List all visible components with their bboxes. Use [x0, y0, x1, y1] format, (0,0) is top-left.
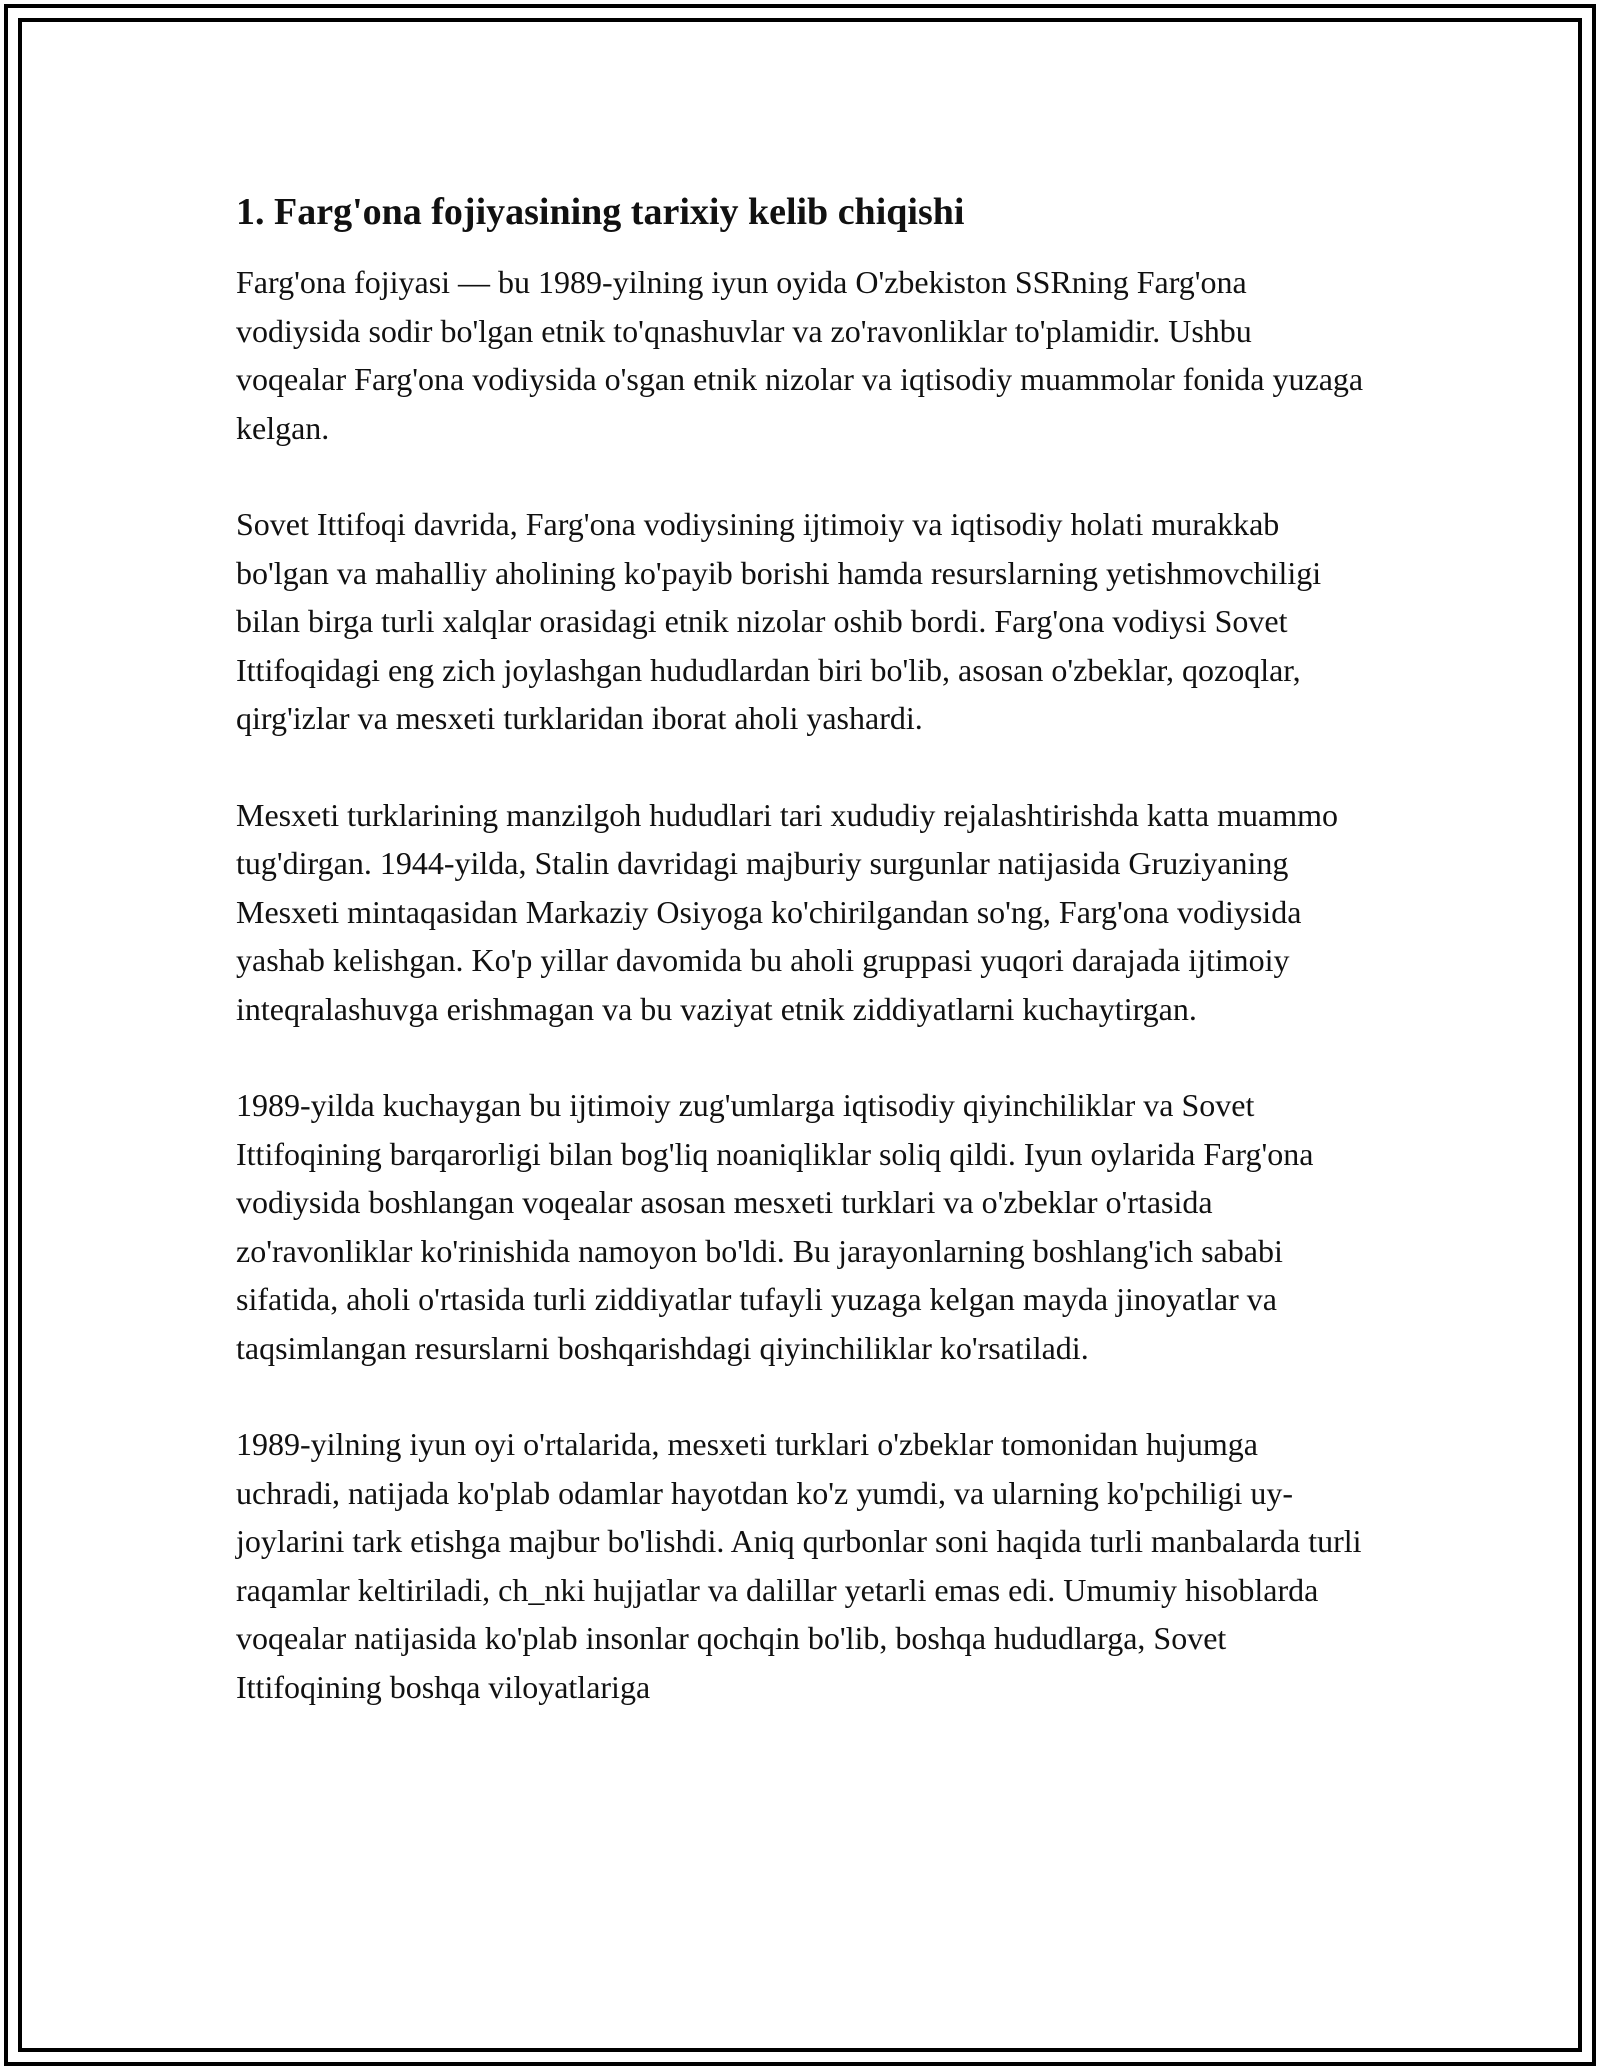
paragraph-4: 1989-yilda kuchaygan bu ijtimoiy zug'umlarga iqtisodiy qiyinchiliklar va Sovet Ittifoqining barqarorligi bilan bog'liq noaniqliklar soliq qildi. Iyun oylarida Farg'ona vodiysida boshlangan voqealar asosan mesxeti turklari va o'zbeklar o'rtasida zo'ravonliklar ko'rinishida namoyon bo'ldi. Bu jarayonlarning boshlang'ich sababi sifatida, aholi o'rtasida turli ziddiyatlar tufayli yuzaga kelgan mayda jinoyatlar va taqsimlangan resurslarni boshqarishdagi qiyinchiliklar ko'rsatiladi. — [236, 1087, 1314, 1366]
paragraph-1: Farg'ona fojiyasi — bu 1989-yilning iyun oyida O'zbekiston SSRning Farg'ona vodiysida sodir bo'lgan etnik to'qnashuvlar va zo'ravonliklar to'plamidir. Ushbu voqealar Farg'ona vodiysida o'sgan etnik nizolar va iqtisodiy muammolar fonida yuzaga kelgan. — [236, 264, 1364, 446]
paragraph-3: Mesxeti turklarining manzilgoh hududlari tari xududiy rejalashtirishda katta muammo tug'dirgan. 1944-yilda, Stalin davridagi majburiy surgunlar natijasida Gruziyaning Mesxeti mintaqasidan Markaziy Osiyoga ko'chirilgandan so'ng, Farg'ona vodiysida yashab kelishgan. Ko'p yillar davomida bu aholi gruppasi yuqori darajada ijtimoiy inteqralashuvga erishmagan va bu vaziyat etnik ziddiyatlarni kuchaytirgan. — [236, 796, 1338, 1027]
paragraph-2: Sovet Ittifoqi davrida, Farg'ona vodiysining ijtimoiy va iqtisodiy holati murakkab bo'lgan va mahalliy aholining ko'payib borishi hamda resurslarning yetishmovchiligi bilan birga turli xalqlar orasidagi etnik nizolar oshib bordi. Farg'ona vodiysi Sovet Ittifoqidagi eng zich joylashgan hududlardan biri bo'lib, asosan o'zbeklar, qozoqlar, qirg'izlar va mesxeti turklaridan iborat aholi yashardi. — [236, 506, 1322, 736]
paragraph-5: 1989-yilning iyun oyi o'rtalarida, mesxeti turklari o'zbeklar tomonidan hujumga uchradi, natijada ko'plab odamlar hayotdan ko'z yumdi, va ularning ko'pchiligi uy-joylarini tark etishga majbur bo'lishdi. Aniq qurbonlar soni haqida turli manbalarda turli raqamlar keltiriladi, ch_nki hujjatlar va dalillar yetarli emas edi. Umumiy hisoblarda voqealar natijasida ko'plab insonlar qochqin bo'lib, boshqa hududlarga, Sovet Ittifoqining boshqa viloyatlariga — [236, 1426, 1362, 1705]
section-heading: 1. Farg'ona fojiyasining tarixiy kelib chiqishi — [236, 191, 965, 233]
document-body — [236, 186, 1366, 1759]
